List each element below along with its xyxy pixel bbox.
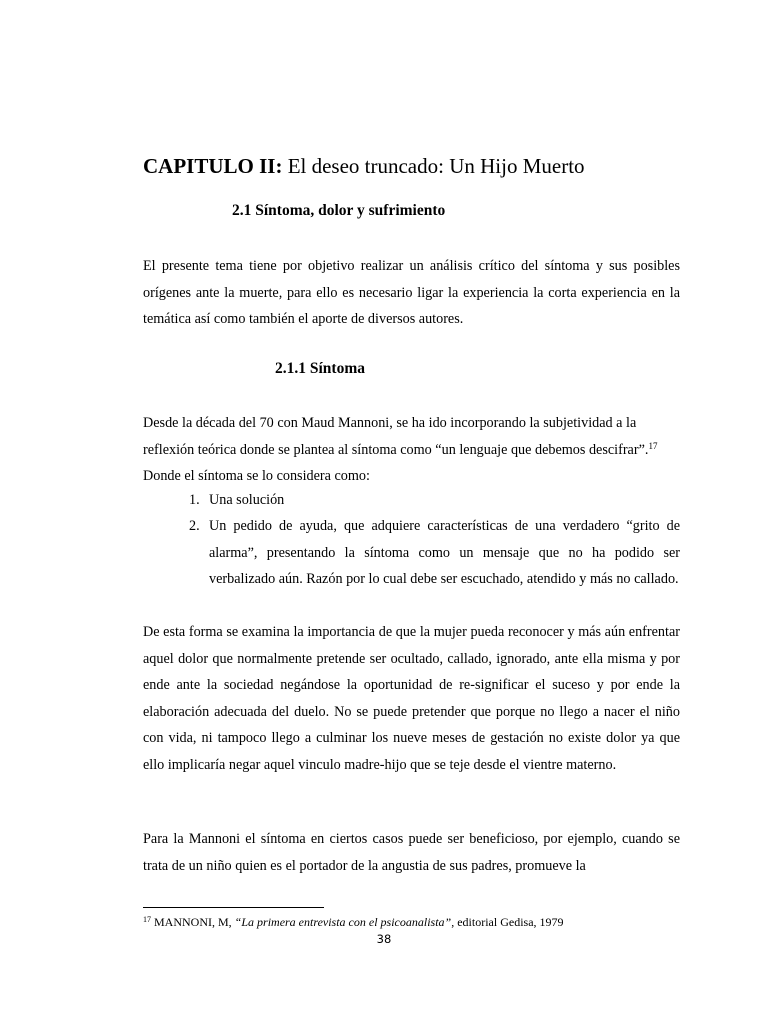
section-heading: 2.1 Síntoma, dolor y sufrimiento [232,202,446,219]
list-item-text: Una solución [209,492,285,508]
footnote-reference[interactable]: 17 [648,440,658,451]
footnote-separator [143,907,324,908]
list-item [172,487,680,513]
footnote-author: MANNONI, M, [151,915,235,929]
subsection-heading: 2.1.1 Síntoma [275,360,365,377]
intro-text: Desde la década del 70 con Maud Mannoni, se ha ido incorporando la subjetividad a la reflexión teórica donde se plantea al síntoma como “un lenguaje que debemos descifrar”. [143,415,649,458]
list-item-number: 2. [189,518,200,535]
intro-text-continued: Donde el síntoma se lo considera como: [143,468,370,484]
chapter-name: El deseo truncado: Un Hijo Muerto [282,154,585,178]
list-item [172,513,680,592]
section-intro-paragraph: El presente tema tiene por objetivo realizar un análisis crítico del síntoma y sus posibles orígenes ante la muerte, para ello es necesario ligar la experiencia la corta experiencia en la temática así como también el aporte de diversos autores. [143,258,680,327]
footnote [143,914,564,930]
body-paragraph: De esta forma se examina la importancia de que la mujer pueda reconocer y más aún enfrentar aquel dolor que normalmente pretende ser ocultado, callado, ignorado, ante ella misma y por ende ante la sociedad negándose la oportunidad de re-significar el suceso y por ende la elaboración adecuada del duelo. No se puede pretender que porque no llego a nacer el niño con vida, ni tampoco llego a culminar los nueve meses de gestación no existe dolor ya que ello implicaría negar aquel vinculo madre-hijo que se teje desde el vientre materno. [143,624,680,773]
footnote-work-title: “La primera entrevista con el psicoanalista” [234,915,452,929]
symptom-list [172,487,680,592]
chapter-label: CAPITULO II: [143,154,283,178]
footnote-number: 17 [143,915,151,924]
footnote-publisher: , editorial Gedisa, 1979 [451,915,564,929]
page-number: 38 [376,932,392,946]
chapter-title [143,152,585,180]
list-item-text: Un pedido de ayuda, que adquiere características de una verdadero “grito de alarma”, presentando la síntoma como un mensaje que no ha podido ser verbalizado aún. Razón por lo cual debe ser escuchado, atendido y más no callado. [209,518,680,587]
body-paragraph: Para la Mannoni el síntoma en ciertos casos puede ser beneficioso, por ejemplo, cuando se trata de un niño quien es el portador de la angustia de sus padres, promueve la [143,831,680,874]
subsection-intro-paragraph [143,410,680,490]
list-item-number: 1. [189,492,200,508]
